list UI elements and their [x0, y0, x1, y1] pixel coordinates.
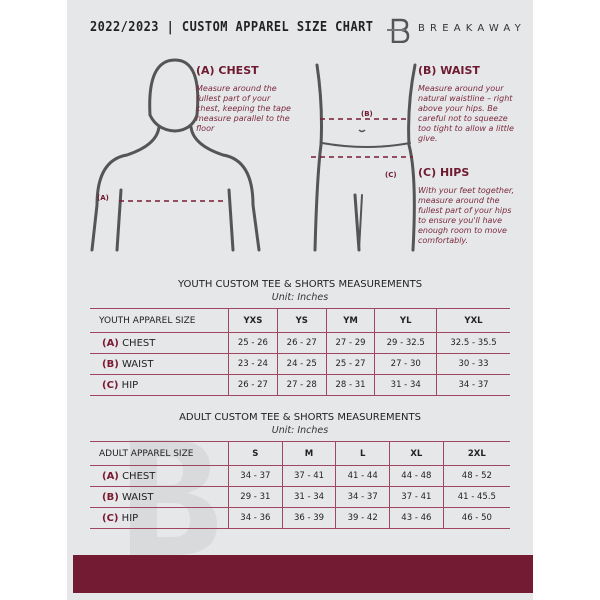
measurement-value: 28 - 31: [326, 375, 375, 396]
size-column-header: L: [336, 442, 390, 466]
measurement-name: CHEST: [122, 470, 156, 482]
measurement-value: 39 - 42: [336, 508, 390, 529]
measurement-value: 34 - 36: [229, 508, 283, 529]
footer-band: [73, 555, 533, 593]
adult-table-unit: Unit: Inches: [271, 425, 329, 436]
table-row: [90, 508, 510, 529]
measurement-value: 30 - 33: [436, 354, 510, 375]
measurement-value: 23 - 24: [229, 354, 278, 375]
measurement-value: 36 - 39: [282, 508, 336, 529]
measurement-value: 37 - 41: [390, 487, 444, 508]
head-outline: [150, 60, 198, 131]
measurement-value: 46 - 50: [443, 508, 510, 529]
measurement-value: 34 - 37: [436, 375, 510, 396]
waist-heading: (B) WAIST: [418, 64, 480, 77]
measurement-value: 26 - 27: [229, 375, 278, 396]
table-row: [90, 354, 510, 375]
youth-table-unit: Unit: Inches: [271, 292, 329, 303]
youth-size-table: [90, 308, 510, 396]
measurement-label: [90, 508, 229, 529]
measurement-value: 26 - 27: [277, 333, 326, 354]
adult-size-table: [90, 441, 510, 529]
hips-instructions: With your feet together, measure around the fullest part of your hips to ensure you'll have enough room to move comfortably.: [418, 186, 515, 245]
measurement-label: [90, 375, 229, 396]
measurement-value: 27 - 30: [375, 354, 437, 375]
measurement-code: (A): [102, 470, 119, 482]
measurement-label: [90, 466, 229, 487]
measurement-value: 25 - 27: [326, 354, 375, 375]
measurement-value: 32.5 - 35.5: [436, 333, 510, 354]
breakaway-logo-icon: [385, 17, 415, 43]
size-column-header: 2XL: [443, 442, 510, 466]
measurement-label: [90, 487, 229, 508]
measurement-value: 25 - 26: [229, 333, 278, 354]
table-header-row: [90, 309, 510, 333]
size-column-header: XL: [390, 442, 444, 466]
measurement-name: WAIST: [121, 491, 154, 503]
size-column-header: S: [229, 442, 283, 466]
chest-heading: (A) CHEST: [196, 64, 259, 77]
measurement-code: (B): [102, 358, 119, 370]
waist-marker: (B): [361, 110, 373, 118]
table-row: [90, 333, 510, 354]
size-column-header: YL: [375, 309, 437, 333]
measurement-label: [90, 354, 229, 375]
measurement-value: 41 - 45.5: [443, 487, 510, 508]
measurement-value: 37 - 41: [282, 466, 336, 487]
youth-table-title: YOUTH CUSTOM TEE & SHORTS MEASUREMENTS: [177, 279, 423, 290]
size-column-header: YM: [326, 309, 375, 333]
chest-instructions: Measure around the fullest part of your chest, keeping the tape measure parallel to the floor: [196, 84, 291, 133]
measurement-value: 29 - 32.5: [375, 333, 437, 354]
hips-marker: (C): [385, 171, 397, 179]
adult-table-title: ADULT CUSTOM TEE & SHORTS MEASUREMENTS: [179, 412, 421, 423]
measurement-name: CHEST: [122, 337, 156, 349]
size-column-header: YS: [277, 309, 326, 333]
size-column-header: M: [282, 442, 336, 466]
measurement-value: 27 - 29: [326, 333, 375, 354]
size-column-header: YXL: [436, 309, 510, 333]
measurement-value: 43 - 46: [390, 508, 444, 529]
size-column-header: YXS: [229, 309, 278, 333]
chest-marker: (A): [97, 194, 109, 202]
measurement-value: 48 - 52: [443, 466, 510, 487]
measurement-value: 24 - 25: [277, 354, 326, 375]
measurement-name: WAIST: [121, 358, 154, 370]
measurement-name: HIP: [121, 379, 139, 391]
measurement-value: 41 - 44: [336, 466, 390, 487]
table-row: [90, 375, 510, 396]
table-row: [90, 466, 510, 487]
measurement-value: 29 - 31: [229, 487, 283, 508]
measurement-label: [90, 333, 229, 354]
hips-heading: (C) HIPS: [418, 166, 470, 179]
table-row: [90, 487, 510, 508]
measurement-value: 34 - 37: [336, 487, 390, 508]
table-header-row: [90, 442, 510, 466]
brand-name: BREAKAWAY: [418, 23, 526, 34]
size-header-label: YOUTH APPAREL SIZE: [90, 309, 229, 333]
measurement-code: (B): [102, 491, 119, 503]
waist-instructions: Measure around your natural waistline – right above your hips. Be careful not to squeeze too tight to allow a little give.: [418, 84, 514, 143]
measurement-code: (C): [102, 379, 119, 391]
measurement-value: 27 - 28: [277, 375, 326, 396]
measurement-value: 34 - 37: [229, 466, 283, 487]
measurement-value: 44 - 48: [390, 466, 444, 487]
measurement-value: 31 - 34: [282, 487, 336, 508]
page-title: 2022/2023 | CUSTOM APPAREL SIZE CHART: [90, 20, 374, 35]
size-header-label: ADULT APPAREL SIZE: [90, 442, 229, 466]
measurement-code: (A): [102, 337, 119, 349]
measurement-value: 31 - 34: [375, 375, 437, 396]
measurement-code: (C): [102, 512, 119, 524]
measurement-name: HIP: [121, 512, 139, 524]
